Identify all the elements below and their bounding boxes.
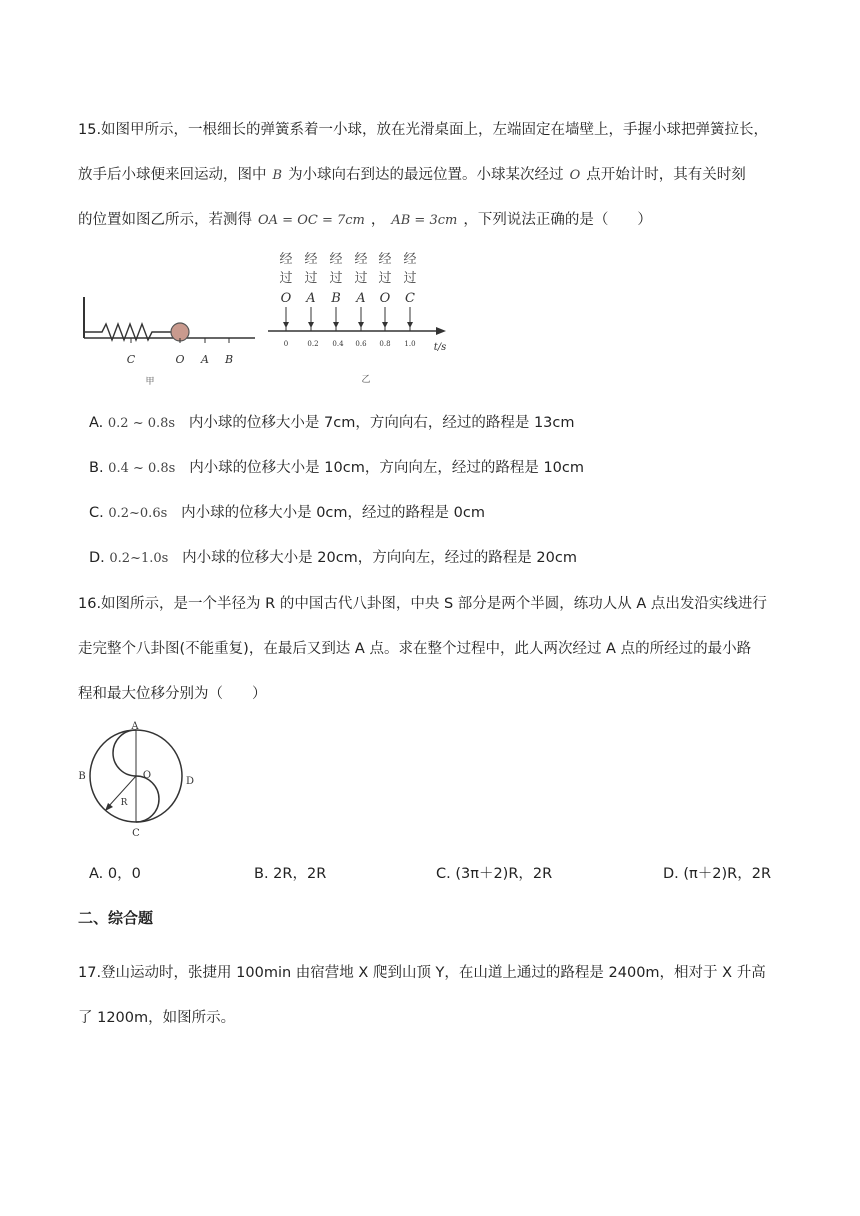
option-text: 内小球的位移大小是 10cm，方向向左，经过的路程是 10cm xyxy=(189,460,584,476)
q15-text: ，下列说法正确的是（ ） xyxy=(463,212,652,228)
q15-text: 点开始计时，其有关时刻 xyxy=(586,167,746,183)
tick-0.6: 0.6 xyxy=(355,340,367,348)
q15-line-1: 15.如图甲所示，一根细长的弹簧系着一小球，放在光滑桌面上，左端固定在墙壁上，手握小球把弹簧拉长， xyxy=(78,122,769,138)
q15-text: 为小球向右到达的最远位置。小球某次经过 xyxy=(288,167,564,183)
label-c: C xyxy=(132,828,140,839)
point-o-symbol: O xyxy=(569,168,581,183)
q15-line-2 xyxy=(78,163,746,184)
yi-top2: 过 xyxy=(329,271,343,286)
yi-point-o: O xyxy=(379,291,391,306)
q17-line-1: 17.登山运动时，张捷用 100min 由宿营地 X 爬到山顶 Y，在山道上通过的路程是 2400m，相对于 X 升高 xyxy=(78,965,766,981)
q16-option-b: B. 2R，2R xyxy=(254,866,327,882)
axis-label: t/s xyxy=(433,342,447,353)
yi-top2: 过 xyxy=(304,271,318,286)
q15-text: 放手后小球便来回运动，图中 xyxy=(78,167,267,183)
q15-line-3 xyxy=(78,208,652,229)
option-math: 0.4 ~ 0.8s xyxy=(108,461,176,476)
section-heading: 二、综合题 xyxy=(78,909,154,927)
yi-point-a: A xyxy=(306,291,316,306)
caption-jia: 甲 xyxy=(145,377,155,387)
q16-option-a: A. 0，0 xyxy=(89,866,141,882)
point-b-symbol: B xyxy=(272,168,283,183)
figure-yi-timeline xyxy=(266,248,456,388)
option-label: A. xyxy=(89,415,104,431)
caption-yi: 乙 xyxy=(361,375,371,385)
formula-ab: AB = 3cm xyxy=(391,213,458,228)
yi-top2: 过 xyxy=(403,271,417,286)
figure-bagua xyxy=(72,720,212,842)
q16-line-1: 16.如图所示，是一个半径为 R 的中国古代八卦图，中央 S 部分是两个半圆，练功人从 A 点出发沿实线进行 xyxy=(78,596,767,612)
label-o: O xyxy=(142,770,152,781)
tick-0: 0 xyxy=(283,340,289,348)
q15-text: 的位置如图乙所示，若测得 xyxy=(78,212,252,228)
label-b: B xyxy=(78,771,86,782)
q16-line-2: 走完整个八卦图(不能重复)，在最后又到达 A 点。求在整个过程中，此人两次经过 A 点的所经过的最小路 xyxy=(78,641,752,657)
yi-top1: 经 xyxy=(403,252,417,267)
yi-top1: 经 xyxy=(279,252,293,267)
q15-text: ， xyxy=(370,212,386,228)
yi-top2: 过 xyxy=(279,271,293,286)
q15-option-c xyxy=(89,501,485,522)
yi-top1: 经 xyxy=(329,252,343,267)
option-label: D. xyxy=(89,550,105,566)
yi-point-b: B xyxy=(331,291,341,306)
yi-top2: 过 xyxy=(378,271,392,286)
label-a: A xyxy=(131,721,139,732)
formula-oa-oc: OA = OC = 7cm xyxy=(258,213,365,228)
yi-top1: 经 xyxy=(304,252,318,267)
option-math: 0.2 ~ 0.8s xyxy=(107,416,176,431)
yi-point-c: C xyxy=(405,291,415,306)
option-label: C. xyxy=(89,505,104,521)
option-math: 0.2~1.0s xyxy=(109,551,169,566)
option-math: 0.2~0.6s xyxy=(108,506,168,521)
yi-top2: 过 xyxy=(354,271,368,286)
yi-top1: 经 xyxy=(354,252,368,267)
label-a: A xyxy=(201,353,209,366)
q16-option-d: D. (π＋2)R，2R xyxy=(663,866,772,882)
figure-jia-spring xyxy=(80,292,260,392)
label-r: R xyxy=(120,798,128,808)
label-d: D xyxy=(185,776,195,787)
option-text: 内小球的位移大小是 7cm，方向向右，经过的路程是 13cm xyxy=(188,415,575,431)
label-c: C xyxy=(126,353,136,366)
option-label: B. xyxy=(89,460,104,476)
q15-option-b xyxy=(89,456,584,477)
q16-option-c: C. (3π＋2)R，2R xyxy=(436,866,553,882)
q16-line-3: 程和最大位移分别为（ ） xyxy=(78,686,267,702)
label-b: B xyxy=(224,353,234,366)
tick-0.2: 0.2 xyxy=(307,340,319,348)
yi-point-a: A xyxy=(356,291,366,306)
yi-point-o: O xyxy=(280,291,292,306)
q15-option-a xyxy=(89,411,575,432)
tick-0.4: 0.4 xyxy=(332,340,344,348)
option-text: 内小球的位移大小是 20cm，方向向左，经过的路程是 20cm xyxy=(182,550,577,566)
q17-line-2: 了 1200m，如图所示。 xyxy=(78,1010,236,1026)
yi-top1: 经 xyxy=(378,252,392,267)
tick-1.0: 1.0 xyxy=(404,340,416,348)
q15-option-d xyxy=(89,546,577,567)
option-text: 内小球的位移大小是 0cm，经过的路程是 0cm xyxy=(181,505,485,521)
label-o: O xyxy=(175,353,185,366)
tick-0.8: 0.8 xyxy=(379,340,391,348)
